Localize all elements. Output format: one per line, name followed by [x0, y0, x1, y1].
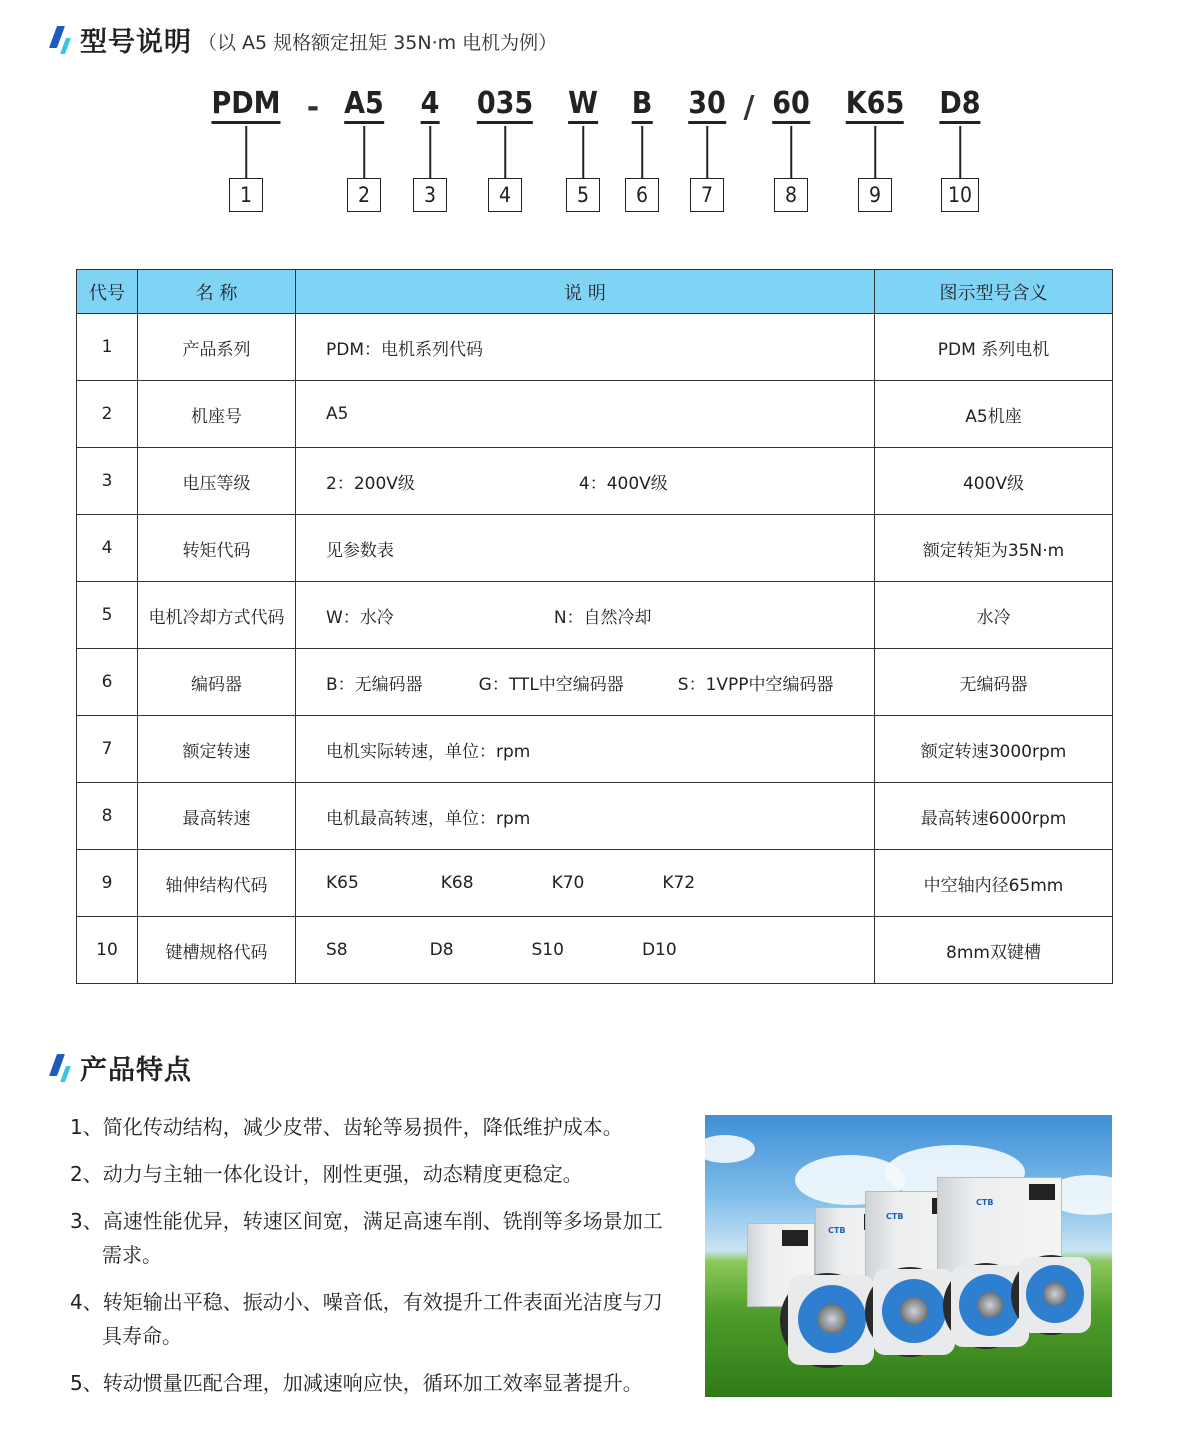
code-index-box: 3 [413, 178, 447, 212]
description-option: G：TTL中空编码器 [478, 674, 624, 695]
description-option: 4：400V级 [578, 473, 668, 494]
code-segment: PDM [211, 88, 280, 124]
header-code: 代号 [77, 270, 138, 314]
model-section-subtitle: （以 A5 规格额定扭矩 35N·m 电机为例） [198, 32, 558, 54]
table-row [77, 649, 1113, 716]
row-description [296, 314, 875, 381]
row-name: 产品系列 [138, 314, 296, 381]
row-description [296, 716, 875, 783]
row-description [296, 783, 875, 850]
description-option: K68 [440, 873, 474, 893]
row-meaning: A5机座 [875, 381, 1113, 448]
row-description [296, 582, 875, 649]
row-code: 1 [77, 314, 138, 381]
code-index-box: 10 [941, 178, 979, 212]
row-name: 额定转速 [138, 716, 296, 783]
code-segment: W [568, 88, 598, 124]
connector-line [959, 126, 961, 178]
row-meaning: PDM 系列电机 [875, 314, 1113, 381]
product-image: CTB CTB CTB [705, 1115, 1112, 1397]
features-section-title: 产品特点 [80, 1055, 192, 1086]
code-separator: - [306, 90, 320, 125]
table-header-row [77, 270, 1113, 314]
code-segment: 30 [688, 88, 726, 124]
row-description [296, 515, 875, 582]
code-segment: B [632, 88, 653, 124]
description-option: A5 [326, 404, 349, 424]
row-description [296, 381, 875, 448]
description-option: S10 [531, 940, 564, 960]
row-meaning: 最高转速6000rpm [875, 783, 1113, 850]
code-index-box: 1 [229, 178, 263, 212]
code-segment: D8 [939, 88, 980, 124]
row-description [296, 850, 875, 917]
code-index-box: 4 [488, 178, 522, 212]
description-option: PDM：电机系列代码 [326, 339, 484, 360]
table-row [77, 783, 1113, 850]
connector-line [504, 126, 506, 178]
row-meaning: 额定转速3000rpm [875, 716, 1113, 783]
row-name: 电压等级 [138, 448, 296, 515]
header-name: 名 称 [138, 270, 296, 314]
feature-item: 1、简化传动结构，减少皮带、齿轮等易损件，降低维护成本。 [70, 1115, 623, 1139]
description-option: K65 [326, 873, 359, 893]
feature-item: 5、转动惯量匹配合理，加减速响应快，循环加工效率显著提升。 [70, 1371, 643, 1395]
row-code: 7 [77, 716, 138, 783]
table-row [77, 448, 1113, 515]
model-section-heading [48, 20, 557, 59]
table-row [77, 917, 1113, 984]
header-description: 说 明 [296, 270, 875, 314]
row-code: 4 [77, 515, 138, 582]
row-meaning: 额定转矩为35N·m [875, 515, 1113, 582]
code-index-box: 7 [690, 178, 724, 212]
connector-line [706, 126, 708, 178]
row-name: 最高转速 [138, 783, 296, 850]
description-option: W：水冷 [326, 607, 394, 628]
row-name: 转矩代码 [138, 515, 296, 582]
row-code: 3 [77, 448, 138, 515]
connector-line [790, 126, 792, 178]
features-list [70, 1110, 680, 1413]
table-row [77, 314, 1113, 381]
table-row [77, 515, 1113, 582]
description-option: N：自然冷却 [553, 607, 652, 628]
description-option: D10 [641, 940, 677, 960]
row-code: 8 [77, 783, 138, 850]
connector-line [582, 126, 584, 178]
description-option: S：1VPP中空编码器 [677, 674, 834, 695]
description-option: 2：200V级 [326, 473, 415, 494]
connector-line [363, 126, 365, 178]
row-name: 机座号 [138, 381, 296, 448]
description-option: K72 [662, 873, 696, 893]
row-code: 5 [77, 582, 138, 649]
row-description [296, 649, 875, 716]
row-code: 9 [77, 850, 138, 917]
row-description [296, 448, 875, 515]
table-row [77, 850, 1113, 917]
code-segment: K65 [846, 88, 904, 124]
row-code: 10 [77, 917, 138, 984]
slanted-bars-icon [48, 1052, 72, 1084]
row-meaning: 无编码器 [875, 649, 1113, 716]
row-meaning: 8mm双键槽 [875, 917, 1113, 984]
description-option: S8 [326, 940, 348, 960]
code-segment: 60 [772, 88, 810, 124]
row-name: 键槽规格代码 [138, 917, 296, 984]
table-row [77, 381, 1113, 448]
description-option: 见参数表 [326, 540, 394, 561]
row-meaning: 水冷 [875, 582, 1113, 649]
table-row [77, 716, 1113, 783]
row-meaning: 中空轴内径65mm [875, 850, 1113, 917]
connector-line [874, 126, 876, 178]
row-name: 轴伸结构代码 [138, 850, 296, 917]
description-option: K70 [551, 873, 585, 893]
spec-table [76, 269, 1113, 984]
feature-item: 2、动力与主轴一体化设计，刚性更强，动态精度更稳定。 [70, 1162, 583, 1186]
row-name: 编码器 [138, 649, 296, 716]
description-option: 电机最高转速，单位：rpm [326, 808, 531, 829]
connector-line [245, 126, 247, 178]
row-description [296, 917, 875, 984]
row-code: 6 [77, 649, 138, 716]
code-index-box: 9 [858, 178, 892, 212]
table-row [77, 582, 1113, 649]
model-section-title: 型号说明 [80, 27, 192, 58]
slanted-bars-icon [48, 24, 72, 56]
row-meaning: 400V级 [875, 448, 1113, 515]
code-index-box: 2 [347, 178, 381, 212]
description-option: 电机实际转速，单位：rpm [326, 741, 531, 762]
description-option: D8 [429, 940, 454, 960]
features-section-heading [48, 1048, 192, 1087]
row-name: 电机冷却方式代码 [138, 582, 296, 649]
code-segment: 035 [477, 88, 533, 124]
row-code: 2 [77, 381, 138, 448]
code-segment: A5 [344, 88, 384, 124]
code-index-box: 6 [625, 178, 659, 212]
header-meaning: 图示型号含义 [875, 270, 1113, 314]
code-index-box: 5 [566, 178, 600, 212]
connector-line [429, 126, 431, 178]
connector-line [641, 126, 643, 178]
code-index-box: 8 [774, 178, 808, 212]
code-separator: / [743, 90, 755, 125]
feature-item: 4、转矩输出平稳、振动小、噪音低，有效提升工件表面光洁度与刀具寿命。 [70, 1290, 663, 1348]
code-segment: 4 [421, 88, 440, 124]
feature-item: 3、高速性能优异，转速区间宽，满足高速车削、铣削等多场景加工需求。 [70, 1209, 663, 1267]
description-option: B：无编码器 [326, 674, 423, 695]
